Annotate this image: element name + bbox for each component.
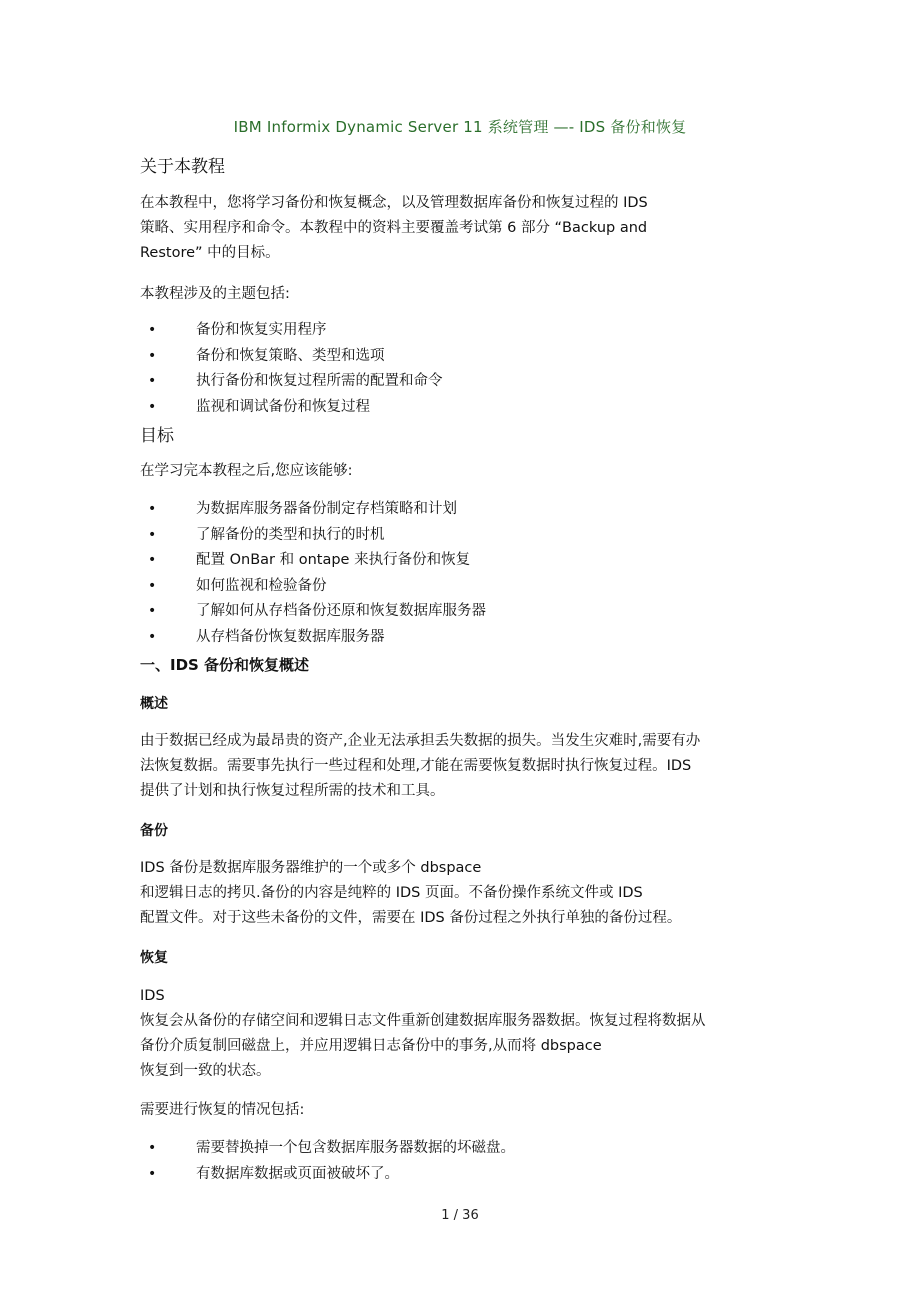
backup-paragraph (140, 856, 780, 931)
list-item: • 为数据库服务器备份制定存档策略和计划 (140, 497, 780, 523)
restore-paragraph (140, 984, 780, 1084)
bullet-icon: • (148, 398, 157, 415)
bullet-icon: • (148, 347, 157, 364)
paragraph-line: 法恢复数据。需要事先执行一些过程和处理,才能在需要恢复数据时执行恢复过程。IDS (140, 758, 692, 774)
bullet-icon: • (148, 577, 157, 594)
list-item: • 需要替换掉一个包含数据库服务器数据的坏磁盘。 (140, 1136, 780, 1162)
bullet-icon: • (148, 1165, 157, 1182)
page-indicator: 1 / 36 (441, 1208, 479, 1223)
bullet-icon: • (148, 526, 157, 543)
paragraph-line: 策略、实用程序和命令。本教程中的资料主要覆盖考试第 6 部分 “Backup and (140, 220, 648, 236)
paragraph-line: 备份介质复制回磁盘上，并应用逻辑日志备份中的事务,从而将 dbspace (140, 1038, 602, 1054)
overview-paragraph (140, 729, 780, 804)
goals-intro: 在学习完本教程之后,您应该能够: (140, 463, 353, 479)
bullet-icon: • (148, 552, 157, 568)
restore-cases-intro: 需要进行恢复的情况包括: (140, 1102, 305, 1118)
list-item: • 从存档备份恢复数据库服务器 (140, 625, 780, 651)
heading-goals: 目标 (140, 426, 174, 446)
list-item: • 备份和恢复策略、类型和选项 (140, 344, 780, 370)
topics-intro: 本教程涉及的主题包括: (140, 286, 290, 302)
list-item: • 配置 OnBar 和 ontape 来执行备份和恢复 (140, 548, 780, 574)
paragraph-line: 提供了计划和执行恢复过程所需的技术和工具。 (140, 783, 445, 799)
paragraph-line: IDS 备份是数据库服务器维护的一个或多个 dbspace (140, 860, 482, 876)
list-item: • 监视和调试备份和恢复过程 (140, 395, 780, 421)
heading-overview: 概述 (140, 696, 168, 712)
heading-backup: 备份 (140, 823, 168, 839)
list-item: • 了解备份的类型和执行的时机 (140, 523, 780, 549)
paragraph-line: 配置文件。对于这些未备份的文件，需要在 IDS 备份过程之外执行单独的备份过程。 (140, 910, 682, 926)
heading-restore: 恢复 (140, 950, 168, 966)
paragraph-line: 恢复到一致的状态。 (140, 1063, 271, 1079)
bullet-icon: • (148, 628, 157, 645)
paragraph-line: IDS (140, 988, 165, 1004)
restore-cases-list (140, 1136, 780, 1187)
bullet-icon: • (148, 603, 157, 619)
paragraph-line: 由于数据已经成为最昂贵的资产,企业无法承担丢失数据的损失。当发生灾难时,需要有办 (140, 733, 701, 749)
list-item: • 执行备份和恢复过程所需的配置和命令 (140, 369, 780, 395)
about-intro-paragraph (140, 191, 780, 266)
heading-about: 关于本教程 (140, 157, 225, 177)
paragraph-line: Restore” 中的目标。 (140, 245, 280, 261)
list-item: • 如何监视和检验备份 (140, 574, 780, 600)
paragraph-line: 在本教程中，您将学习备份和恢复概念，以及管理数据库备份和恢复过程的 IDS (140, 195, 648, 211)
list-item: • 备份和恢复实用程序 (140, 318, 780, 344)
document-title: IBM Informix Dynamic Server 11 系统管理 —- IDS 备份和恢复 (233, 118, 687, 136)
bullet-icon: • (148, 322, 157, 338)
bullet-icon: • (148, 501, 157, 517)
heading-chapter-1: 一、IDS 备份和恢复概述 (140, 656, 310, 674)
bullet-icon: • (148, 373, 157, 389)
topics-list (140, 318, 780, 420)
goals-list (140, 497, 780, 650)
paragraph-line: 和逻辑日志的拷贝.备份的内容是纯粹的 IDS 页面。不备份操作系统文件或 IDS (140, 885, 643, 901)
paragraph-line: 恢复会从备份的存储空间和逻辑日志文件重新创建数据库服务器数据。恢复过程将数据从 (140, 1013, 706, 1029)
list-item: • 了解如何从存档备份还原和恢复数据库服务器 (140, 599, 780, 625)
list-item: • 有数据库数据或页面被破坏了。 (140, 1162, 780, 1188)
bullet-icon: • (148, 1140, 157, 1156)
